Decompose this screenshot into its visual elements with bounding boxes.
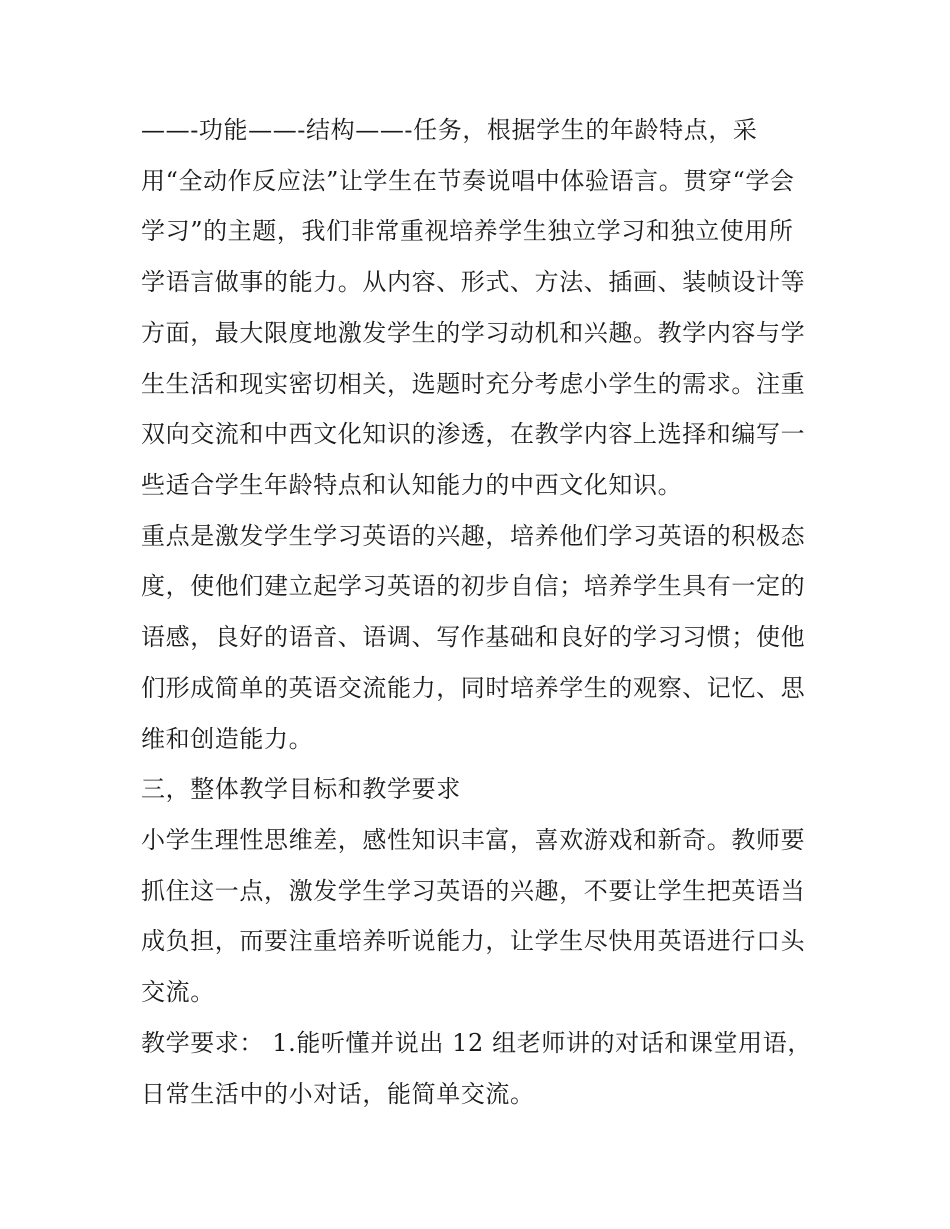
- text-line: 维和创造能力。: [141, 725, 314, 753]
- text-line: 小学生理性思维差，感性知识丰富，喜欢游戏和新奇。教师要: [141, 826, 806, 854]
- section-heading: 三，整体教学目标和教学要求: [141, 775, 461, 803]
- text-line: 用“全动作反应法”让学生在节奏说唱中体验语言。贯穿“学会: [141, 167, 795, 195]
- text-line: 重点是激发学生学习英语的兴趣，培养他们学习英语的积极态: [141, 522, 806, 550]
- text-line: 学语言做事的能力。从内容、形式、方法、插画、装帧设计等: [141, 268, 806, 296]
- text-line: 教学要求： 1.能听懂并说出 12 组老师讲的对话和课堂用语，: [141, 1029, 812, 1057]
- text-line: 度，使他们建立起学习英语的初步自信；培养学生具有一定的: [141, 572, 806, 600]
- text-line: 些适合学生年龄特点和认知能力的中西文化知识。: [141, 471, 683, 499]
- text-line: 们形成简单的英语交流能力，同时培养学生的观察、记忆、思: [141, 674, 806, 702]
- text-line: 日常生活中的小对话，能简单交流。: [141, 1080, 535, 1108]
- text-line: 学习”的主题，我们非常重视培养学生独立学习和独立使用所: [141, 217, 794, 245]
- text-line: 成负担，而要注重培养听说能力，让学生尽快用英语进行口头: [141, 927, 806, 955]
- text-line: 生生活和现实密切相关，选题时充分考虑小学生的需求。注重: [141, 370, 806, 398]
- text-line: 抓住这一点，激发学生学习英语的兴趣，不要让学生把英语当: [141, 877, 806, 905]
- text-line: 方面，最大限度地激发学生的学习动机和兴趣。教学内容与学: [141, 319, 806, 347]
- text-line: 双向交流和中西文化知识的渗透，在教学内容上选择和编写一: [141, 420, 806, 448]
- text-line: 语感，良好的语音、语调、写作基础和良好的学习习惯；使他: [141, 623, 806, 651]
- text-line: ——-功能——-结构——-任务，根据学生的年龄特点，采: [141, 116, 758, 144]
- text-line: 交流。: [141, 978, 215, 1006]
